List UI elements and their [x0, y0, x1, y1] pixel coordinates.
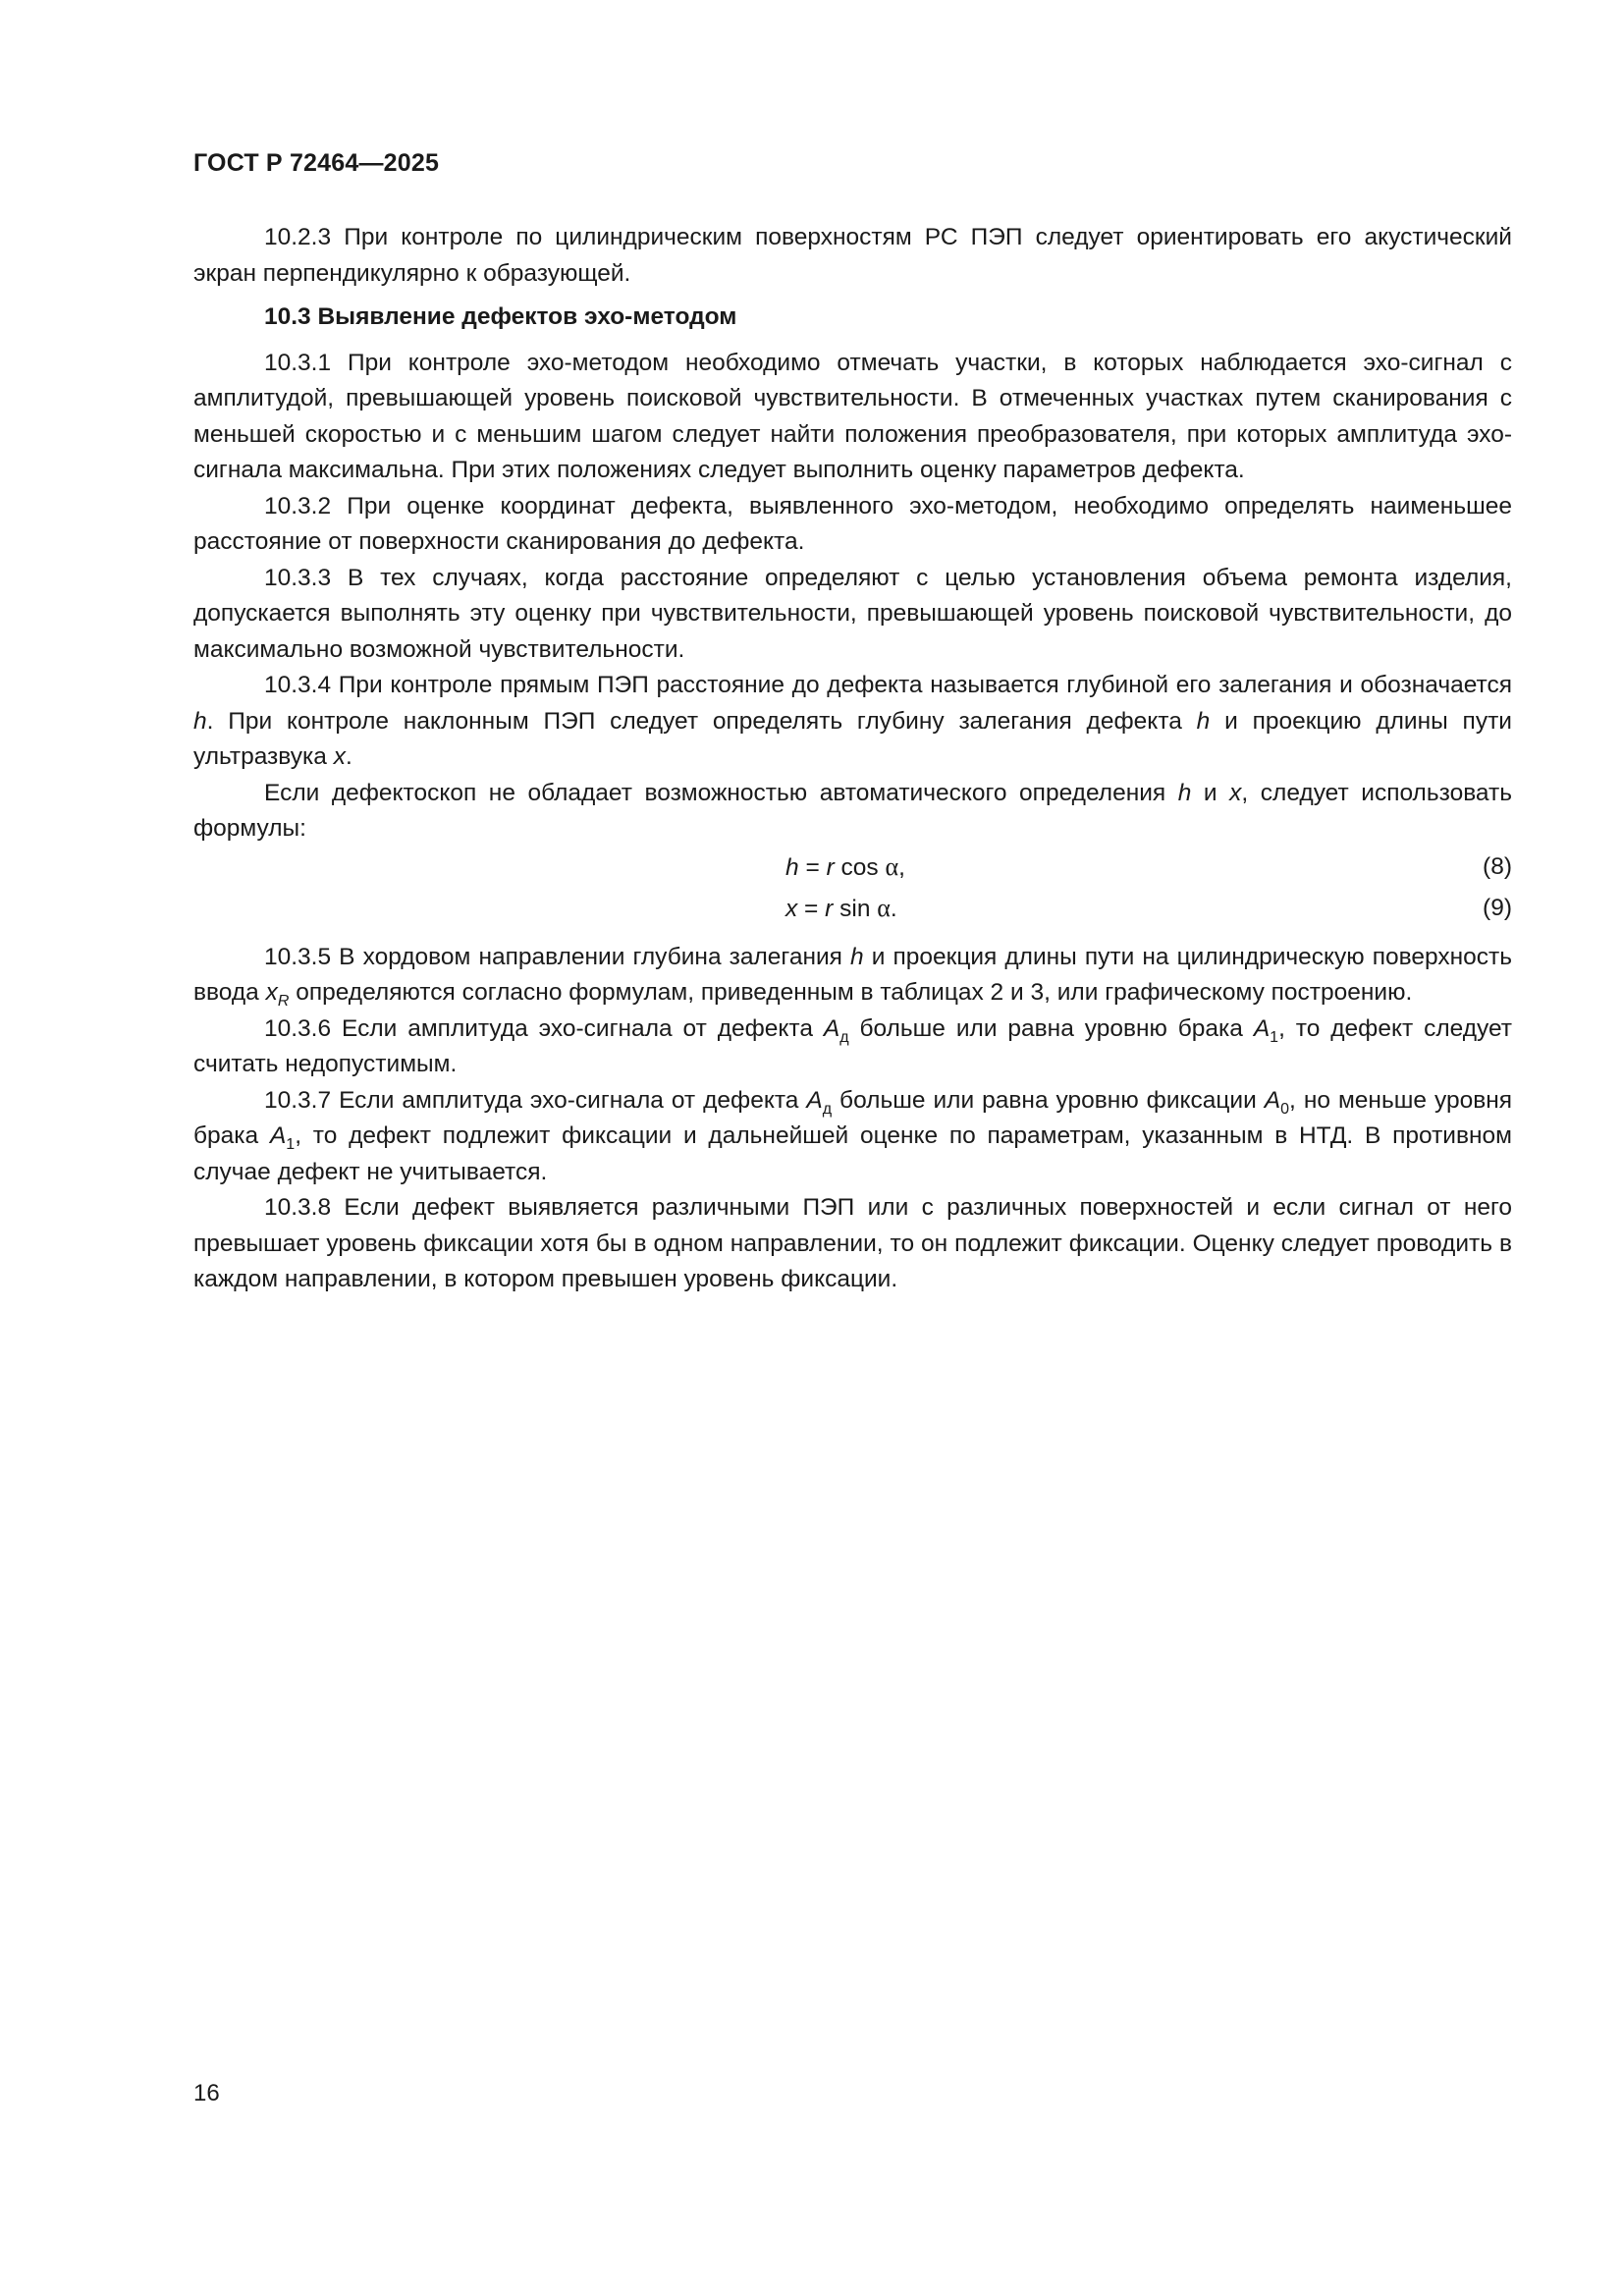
text-run: , но меньше уровня брака [193, 1086, 1513, 1149]
symbol-h: h [850, 943, 864, 970]
symbol-h: h [1177, 779, 1192, 806]
formula-8 [193, 847, 1512, 889]
text-run: 10.3.4 При контроле прямым ПЭП расстояние до дефекта называется глубиной его залегания и обозначается [264, 672, 1512, 698]
formula-9-number: (9) [1483, 894, 1512, 921]
equals-sign: = [798, 853, 827, 881]
symbol-x: x [1229, 779, 1242, 806]
text-run: и [1191, 779, 1230, 806]
paragraph-10-3-2: 10.3.2 При оценке координат дефекта, выявленного эхо-методом, необходимо определять наименьшее расстояние от поверхности сканирования до дефекта. [193, 492, 1512, 555]
section-heading-10-3: 10.3 Выявление дефектов эхо-методом [264, 303, 737, 330]
formula-9-expression [785, 891, 897, 928]
paragraph-formulas-intro [193, 776, 1512, 847]
symbol-r: r [825, 895, 834, 922]
text-run: Если дефектоскоп не обладает возможностью автоматического определения [264, 779, 1178, 806]
subscript-r: R [277, 993, 290, 1010]
text-run: 10.3.6 Если амплитуда эхо-сигнала от дефекта [264, 1014, 824, 1042]
symbol-h: h [1196, 707, 1211, 735]
symbol-x: x [785, 895, 798, 922]
subscript-1: 1 [1270, 1028, 1279, 1046]
text-run: больше или равна уровню брака [848, 1014, 1254, 1042]
equals-sign: = [797, 895, 826, 922]
paragraph-10-3-7 [193, 1083, 1512, 1191]
paragraph-10-3-4 [193, 668, 1512, 776]
symbol-a: A [269, 1122, 287, 1149]
symbol-x: x [265, 979, 278, 1006]
text-run: больше или равна уровню фиксации [832, 1086, 1265, 1114]
subscript-0: 0 [1280, 1100, 1290, 1118]
page-number: 16 [193, 2080, 220, 2106]
paragraph-10-3-3: 10.3.3 В тех случаях, когда расстояние определяют с целью установления объема ремонта изделия, допускается выполнять эту оценку при чувствительности, превышающей уровень поисковой чувствительности, до максимально возможной чувствительности. [193, 564, 1512, 663]
symbol-r: r [826, 853, 835, 881]
document-header: ГОСТ Р 72464—2025 [193, 149, 440, 177]
spacer [193, 930, 1512, 940]
text-run: и проекция длины пути на цилиндрическую поверхность ввода [193, 943, 1512, 1006]
text-run: , следует использовать формулы: [193, 779, 1513, 842]
symbol-a: A [823, 1014, 840, 1042]
text-run: и проекцию длины пути ультразвука [193, 707, 1512, 770]
formula-8-number: (8) [1483, 852, 1512, 880]
symbol-alpha: α [877, 893, 891, 922]
text-run: 10.3.5 В хордовом направлении глубина залегания [264, 943, 850, 970]
text-run: , то дефект следует считать недопустимым. [193, 1014, 1513, 1077]
text-run: , то дефект подлежит фиксации и дальнейшей оценке по параметрам, указанным в НТД. В противном случае дефект не учитывается. [193, 1122, 1512, 1185]
paragraph-10-3-1: 10.3.1 При контроле эхо-методом необходимо отмечать участки, в которых наблюдается эхо-сигнал с амплитудой, превышающей уровень поисковой чувствительности. В отмеченных участках путем сканирования с меньшей скоростью и с меньшим шагом следует найти положения преобразователя, при которых амплитуда эхо-сигнала максимальна. При этих положениях следует выполнить оценку параметров дефекта. [193, 349, 1512, 483]
formula-9 [193, 889, 1512, 930]
formula-8-expression [785, 849, 905, 887]
paragraph-10-2-3: 10.2.3 При контроле по цилиндрическим поверхностям РС ПЭП следует ориентировать его акустический экран перпендикулярно к образующей. [193, 224, 1512, 287]
symbol-a: A [1264, 1086, 1281, 1114]
symbol-a: A [806, 1086, 823, 1114]
function-sin: sin [833, 895, 878, 922]
document-body [193, 220, 1512, 1298]
text-run: определяются согласно формулам, приведенным в таблицах 2 и 3, или графическому построению. [289, 979, 1413, 1006]
symbol-a: A [1253, 1014, 1271, 1042]
symbol-h: h [193, 707, 207, 735]
subscript-d: д [822, 1100, 833, 1118]
symbol-h: h [785, 853, 799, 881]
punctuation: , [898, 853, 905, 881]
symbol-x: x [333, 743, 346, 770]
punctuation: . [890, 895, 897, 922]
text-run: . [345, 743, 352, 770]
paragraph-10-3-8: 10.3.8 Если дефект выявляется различными ПЭП или с различных поверхностей и если сигнал от него превышает уровень фиксации хотя бы в одном направлении, то он подлежит фиксации. Оценку следует проводить в каждом направлении, в котором превышен уровень фиксации. [193, 1194, 1512, 1292]
text-run: 10.3.7 Если амплитуда эхо-сигнала от дефекта [264, 1086, 807, 1114]
subscript-1: 1 [286, 1136, 296, 1153]
text-run: . При контроле наклонным ПЭП следует определять глубину залегания дефекта [206, 707, 1197, 735]
paragraph-10-3-6 [193, 1011, 1512, 1083]
paragraph-10-3-5 [193, 940, 1512, 1011]
subscript-d: д [839, 1028, 849, 1046]
symbol-alpha: α [885, 851, 899, 881]
function-cos: cos [834, 853, 886, 881]
